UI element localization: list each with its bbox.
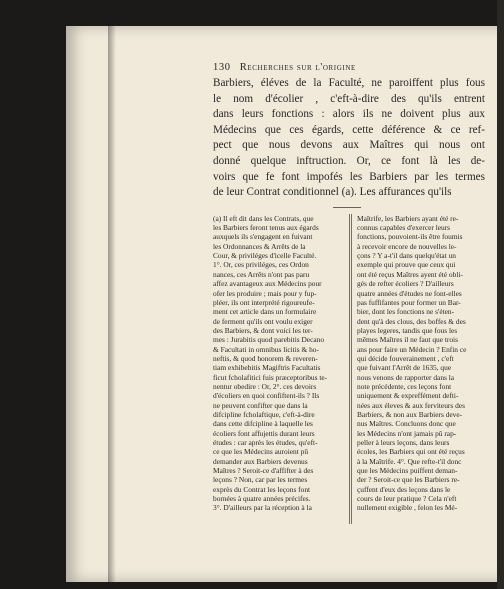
main-paragraph (213, 76, 485, 201)
page-number: 130 (213, 62, 231, 73)
text-line: der ? Seroit-ce que les Barbiers re- (357, 475, 460, 485)
text-line: écoliers font affujettis durant leurs (213, 428, 315, 438)
text-line: peller à leurs leçons, dans leurs (357, 438, 450, 447)
text-line: de ferment qu'ils ont voulu exiger (213, 316, 313, 326)
text-line: donné quelque inftruction. Or, ce font là les de- (213, 154, 485, 167)
text-line: dent qu'à des clous, des boffes & des (357, 316, 466, 326)
text-line: exprès du Contrat les leçons font (213, 484, 311, 494)
text-line: dans leurs fonctions : alors ils ne doivent plus aux (213, 108, 485, 121)
running-head: Recherches sur l'origine (239, 62, 356, 73)
text-line: çuffent d'eux des leçons dans le (357, 484, 451, 494)
text-line: Barbiers, éléves de la Faculté, ne paroiffent plus fous (213, 77, 485, 89)
text-line: uniquement & expreffément defti- (357, 391, 459, 401)
text-line: nullement exigible , felon les Mé- (357, 503, 458, 513)
text-line: le nom d'écolier , c'eft-à-dire des qu'ils entrent (213, 92, 485, 105)
text-line: Maîtrife, les Barbiers ayant été re- (357, 213, 459, 223)
text-line: les Ordonnances & Arrêts de la (213, 241, 306, 251)
text-line: que les Médecins puiffent deman- (357, 466, 458, 476)
text-line: tiam exhibebitis Magiftris Facultatis (213, 363, 321, 373)
text-line: pas fuffifantes pour former un Bar- (357, 297, 461, 307)
text-line: qui décide fouverainement , c'eft (357, 353, 454, 363)
text-line: auxquels ils s'engagent en fuivant (213, 232, 313, 242)
text-line: (a) Il eft dit dans les Contrats, que (213, 213, 314, 223)
text-line: 1°. Or, ces priviléges, ces Ordon (213, 260, 309, 270)
text-line: quatre années d'études ne font-elles (357, 288, 462, 298)
text-line: pect que nous devons aux Maîtres qui nous ont (213, 139, 485, 152)
text-line: difcipline fcholaftique, c'eft-à-dire (213, 409, 315, 419)
text-line: nances, ces Arrêts n'ont pas paru (213, 269, 310, 279)
text-line: fonctions, pouvoient-ils être foumis (357, 232, 463, 242)
text-line: 3°. D'ailleurs par la réception à la (213, 503, 312, 513)
text-line: bornées à quatre années précifes. (213, 494, 311, 504)
text-line: connus capables d'exercer leurs (357, 223, 451, 233)
text-line: nées aux éleves & aux ferviteurs des (357, 400, 465, 410)
text-line: playes legeres, tandis que fous les (357, 325, 458, 335)
column-divider (349, 214, 350, 524)
text-line: affez avantageux aux Médecins pour (213, 279, 322, 289)
page-text (213, 62, 485, 513)
gutter-shadow (108, 26, 116, 582)
text-line: demander aux Barbiers devenus (213, 456, 308, 466)
text-line: bier, dont les fonctions ne s'éten- (357, 307, 455, 317)
text-line: Cour, & priviléges d'icelle Faculté. (213, 251, 317, 261)
text-line: les Barbiers feront tenus aux égards (213, 223, 319, 233)
text-line: écoles, les Barbiers qui ont été reçus (357, 447, 465, 457)
text-line: nous venons de rapporter dans la (357, 372, 455, 382)
text-line: à recevoir encore de nouvelles le- (357, 241, 457, 251)
text-line: ofer les produire ; mais pour y fup- (213, 288, 317, 298)
text-line: Maîtres ? Seroit-ce d'affifter à des (213, 466, 314, 476)
background-strip (497, 0, 504, 589)
text-line: ne peuvent confifter que dans la (213, 400, 308, 410)
text-line: note précédente, ces leçons font (357, 381, 452, 391)
text-line: leçons ? Non, car par les termes (213, 475, 308, 485)
text-line: Barbiers, & non aux Barbiers deve- (357, 409, 463, 419)
column-divider (351, 214, 352, 524)
text-line: pléer, ils ont interprété rigoureufe- (213, 297, 315, 307)
text-line: ficut fcholafitici fuis præceptoribus te- (213, 372, 328, 382)
text-line: nus Maîtres. Concluons donc que (357, 419, 456, 429)
text-line: ans pour faire un Médecin ? Enfin ce (357, 344, 467, 354)
text-line: cours de leur pratique ? Cela n'eft (357, 494, 457, 504)
text-line: ce que les Médecins auroient pû (213, 447, 309, 457)
text-line: ment cet article dans un formulaire (213, 307, 317, 317)
footnote-rule (333, 207, 361, 208)
text-line: d'écoliers en quoi confiftent-ils ? Ils (213, 391, 320, 401)
footnote-column-left (213, 214, 341, 513)
text-line: les Médecins n'ont jamais pû rap- (357, 428, 457, 438)
text-line: à la Maîtrife. 4°. Que refte-t'il donc (357, 456, 462, 466)
text-line: exemple qui prouve que ceux qui (357, 260, 456, 270)
text-line: des Barbiers, & dont voici les ter- (213, 325, 313, 335)
text-line: çons ? Y a-t'il dans quelqu'état un (357, 251, 456, 261)
text-line: & Facultati in omnibus licitis & ho- (213, 344, 319, 354)
text-line: voirs que fe font impofés les Barbiers par les termes (213, 170, 485, 183)
text-line: études : car après les études, qu'eft- (213, 438, 318, 447)
text-line: ont été reçus Maîtres ayent été obli- (357, 269, 463, 279)
text-line: dans cette difcipline à laquelle les (213, 419, 313, 429)
text-line: mêmes Maîtres il ne faut que trois (357, 335, 458, 345)
text-line: que fuivant l'Arrêt de 1635, que (357, 363, 452, 373)
text-line: neftis, & quod honorem & reveren- (213, 353, 318, 363)
footnote-column-right (357, 214, 485, 513)
page-header (213, 62, 485, 76)
text-line: mes : Jurabitis quod parebitis Decano (213, 335, 325, 345)
text-line: nentur obedire : Or, 2°. ces devoirs (213, 381, 317, 391)
text-line: gés de refter écoliers ? D'ailleurs (357, 279, 454, 289)
text-line: Médecins que ces égards, cette déférence & ce ref- (213, 123, 485, 136)
text-line: de leur Contrat conditionnel (a). Les affurances qu'ils (213, 186, 452, 199)
